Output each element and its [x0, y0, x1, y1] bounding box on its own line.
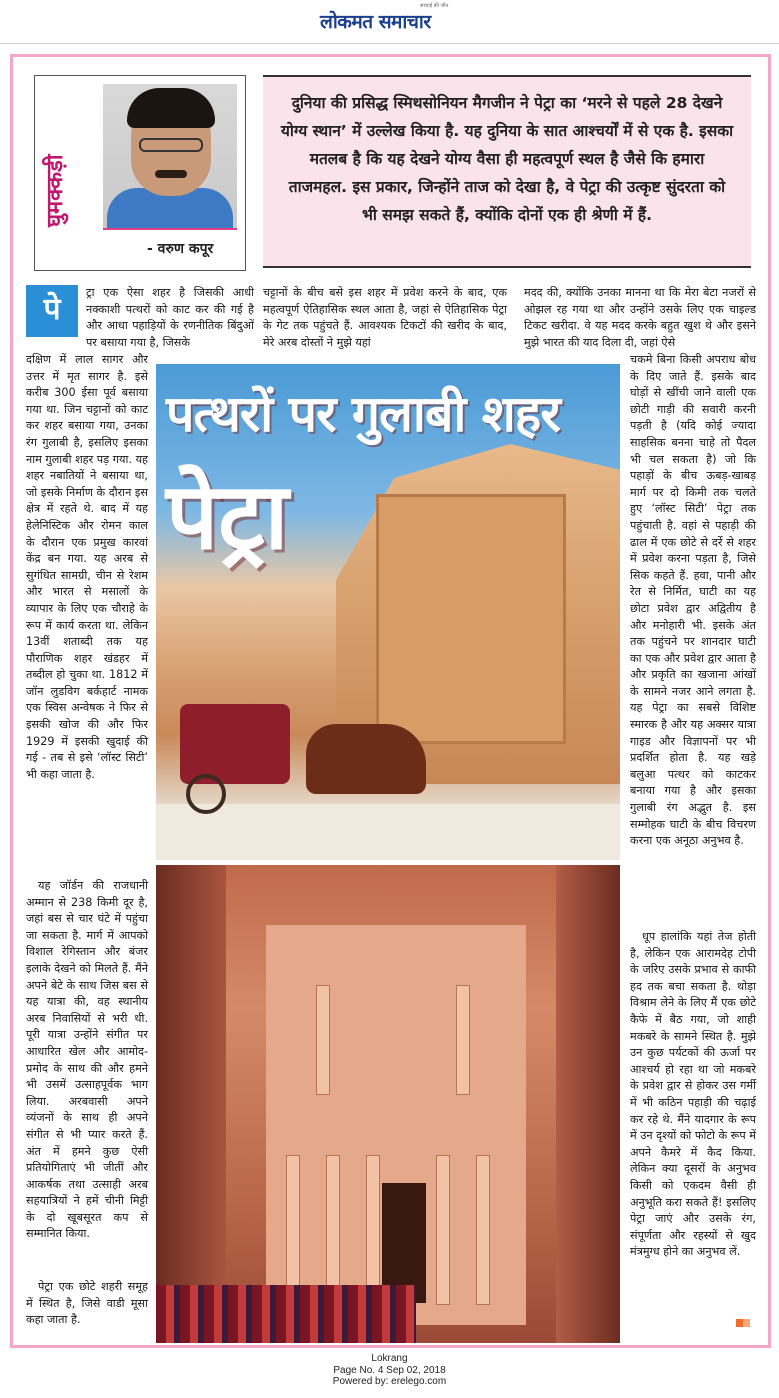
end-mark	[736, 1319, 750, 1327]
article-paragraph: चकमे बिना किसी अपराध बोध के दिए जाते हैं. इसके बाद घोड़ों से खींची जाने वाली एक छोटी गाड़ी की सवारी करनी पड़ती है (यदि कोई ज्यादा साहसिक बनना चाहे तो पैदल भी चल सकता है) जो कि पहाड़ों के बीच ऊबड़-खाबड़ मार्ग पर दो किमी तक चलते हुए ‘लॉस्ट सिटी’ पेट्रा तक पहुंचाती है. वहां से पहाड़ी की ढाल में एक छोटे से दर्रे से शहर में प्रवेश करना पड़ता है, जिसे सिक कहते हैं. हवा, पानी और रेत से निर्मित, घाटी का यह छोटा प्रवेश द्वार अद्वितीय है और मनोहारी भी. इसके अंत तक पहुंचने पर शानदार घाटी का एक और प्रवेश द्वार आता है और प्रकृति का खजाना आंखों के सामने नजर आने लगता है. यह पेट्रा का सबसे विशिष्ट स्मारक है और यह अक्सर यात्रा गाइड और विज्ञापनों पर भी प्रदर्शित होता है. यह खड़े बलुआ पत्थर को काटकर बनाया गया है और इसका गुलाबी रंग अद्भुत है. इस सम्मोहक घाटी के बीच विचरण करना एक अनूठा अनुभव है.	[630, 353, 756, 848]
brand-logo: लोकमत समाचार	[320, 11, 431, 33]
article-paragraph: धूप हालांकि यहां तेज होती है, लेकिन एक आरामदेह टोपी के जरिए उसके प्रभाव से काफी हद तक बचा सकता है. थोड़ा विश्राम लेने के लिए मैं एक छोटे कैफे में बैठ गया, जो शाही मकबरे के सामने स्थित है. मुझे उन कुछ पर्यटकों की ऊर्जा पर आश्चर्य हो रहा था जो मकबरे के प्रवेश द्वार से होकर उस गर्मी में भी कठिन पहाड़ी की चढ़ाई कर रहे थे. मैंने यादगार के रूप में उन दृश्यों को फोटो के रूप में अपने कैमरे में कैद किया. लेकिन क्या दूसरों के अनुभव किसी को एकदम वैसी ही अनुभूति करा सकते हैं! इसलिए पेट्रा जाएं और उसके रंग, संपूर्णता और रहस्यों से खुद मंत्रमुग्ध होने का अनुभव लें.	[630, 930, 756, 1259]
article-paragraph: चट्टानों के बीच बसे इस शहर में प्रवेश करने के बाद, एक महत्वपूर्ण ऐतिहासिक स्थल आता है, जहां से ऐतिहासिक पेट्रा के गेट तक पहुंचते हैं. आवश्यक टिकटों की खरीद के बाद, मेरे अरब दोस्तों ने मुझे यहां	[263, 286, 507, 349]
column-2	[263, 285, 507, 351]
column-1-intro	[86, 285, 254, 351]
article-paragraph: ट्रा एक ऐसा शहर है जिसकी आधी नक्काशी पत्थरों को काट कर की गई है और आधा पहाड़ियों के रणनीतिक बिंदुओं पर बसाया गया है, जिसके	[86, 286, 254, 349]
column-1-part2	[26, 878, 148, 1243]
column-1	[26, 352, 148, 783]
author-name: - वरुण कपूर	[147, 241, 214, 257]
article-paragraph: पेट्रा एक छोटे शहरी समूह में स्थित है, जिसे वाडी मूसा कहा जाता है.	[26, 1280, 148, 1327]
footer-powered-by[interactable]: Powered by: erelego.com	[332, 1376, 447, 1387]
column-3	[630, 352, 756, 850]
masthead	[0, 0, 779, 44]
drop-cap: पे	[26, 285, 78, 337]
author-photo	[103, 84, 237, 230]
article-paragraph: यह जॉर्डन की राजधानी अम्मान से 238 किमी दूर है, जहां बस से चार घंटे में पहुंचा जा सकता है. मार्ग में आपको विशाल रेगिस्तान और बंजर इलाके देखने को मिलते हैं. मैंने अपने बेटे के साथ जिस बस से यह यात्रा की, वह स्थानीय अरब निवासियों से भरी थी. पूरी यात्रा उन्होंने संगीत पर आधारित खेल और आमोद-प्रमोद के साथ की और हमने भी उसमें उत्साहपूर्वक भाग लिया. अरबवासी अपने व्यंजनों के साथ ही अपने संगीत से भी प्यार करते हैं. अंत में हमने कुछ ऐसी प्रतियोगिताएं भी जीतीं और आकर्षक तथा उत्साही अरब सहयात्रियों ने हमें चीनी मिट्टी के दो खूबसूरत कप से सम्मानित किया.	[26, 879, 148, 1241]
article-paragraph: मदद की, क्योंकि उनका मानना था कि मेरा बेटा नजरों से ओझल रह गया था और उन्होंने उसके लिए एक चाइल्ड टिकट खरीदा. वे यह मदद करके बहुत खुश थे और इसने मुझे भारत की याद दिला दी, जहां ऐसे	[524, 286, 756, 349]
petra-treasury-photo	[156, 865, 620, 1343]
page-footer	[0, 1353, 779, 1388]
headline-petra: पेट्रा	[166, 463, 289, 570]
pull-quote-text: दुनिया की प्रसिद्ध स्मिथसोनियन मैगजीन ने पेट्रा का ‘मरने से पहले 28 देखने योग्य स्थान’ में उल्लेख किया है. यह दुनिया के सात आश्चर्यों में से एक है. इसका मतलब है कि यह देखने योग्य वैसा ही महत्वपूर्ण स्थल है जैसे कि हमारा ताजमहल. इस प्रकार, जिन्होंने ताज को देखा है, वे पेट्रा की उत्कृष्ट सुंदरता को भी समझ सकते हैं, क्योंकि दोनों एक ही श्रेणी में हैं.	[280, 94, 734, 224]
column-3-top	[524, 285, 756, 351]
pull-quote	[263, 75, 751, 268]
column-3-part2	[630, 929, 756, 1261]
column-1-part3	[26, 1279, 148, 1329]
footer-section: Lokrang	[371, 1353, 408, 1364]
brand-tagline: सच्चाई की जीत	[420, 3, 449, 9]
byline-box	[34, 75, 246, 271]
section-tag: घुमक्कड़ी	[43, 154, 68, 228]
headline: पत्थरों पर गुलाबी शहर	[166, 385, 560, 443]
article-paragraph: दक्षिण में लाल सागर और उत्तर में मृत सागर है. इसे करीब 300 ईसा पूर्व बसाया गया था. जिन चट्टानों को काट कर शहर बसाया गया, उनका रंग गुलाबी है, इसलिए इसका नाम गुलाबी शहर पड़ गया. यह शहर नबातियों ने बसाया था, जो इसके निर्माण के दौरान इस क्षेत्र में रहते थे. बाद में यह हेलेनिस्टिक और रोमन काल के दौरान एक प्रमुख कारवां केंद्र बन गया. यह अरब से सुगंधित सामग्री, चीन से रेशम और भारत से मसालों के व्यापार के लिए एक चौराहे के रूप में कार्य करता था. लेकिन 13वीं शताब्दी तक यह पौराणिक शहर खंडहर में तब्दील हो चुका था. 1812 में जॉन लुडविग बर्कहार्ट नामक एक स्विस अन्वेषक ने फिर से इसकी खोज की और फिर 1929 में इसकी खुदाई की गई - तब से इसे ‘लॉस्ट सिटी’ भी कहा जाता है.	[26, 353, 148, 781]
footer-page-date: Page No. 4 Sep 02, 2018	[333, 1364, 446, 1376]
